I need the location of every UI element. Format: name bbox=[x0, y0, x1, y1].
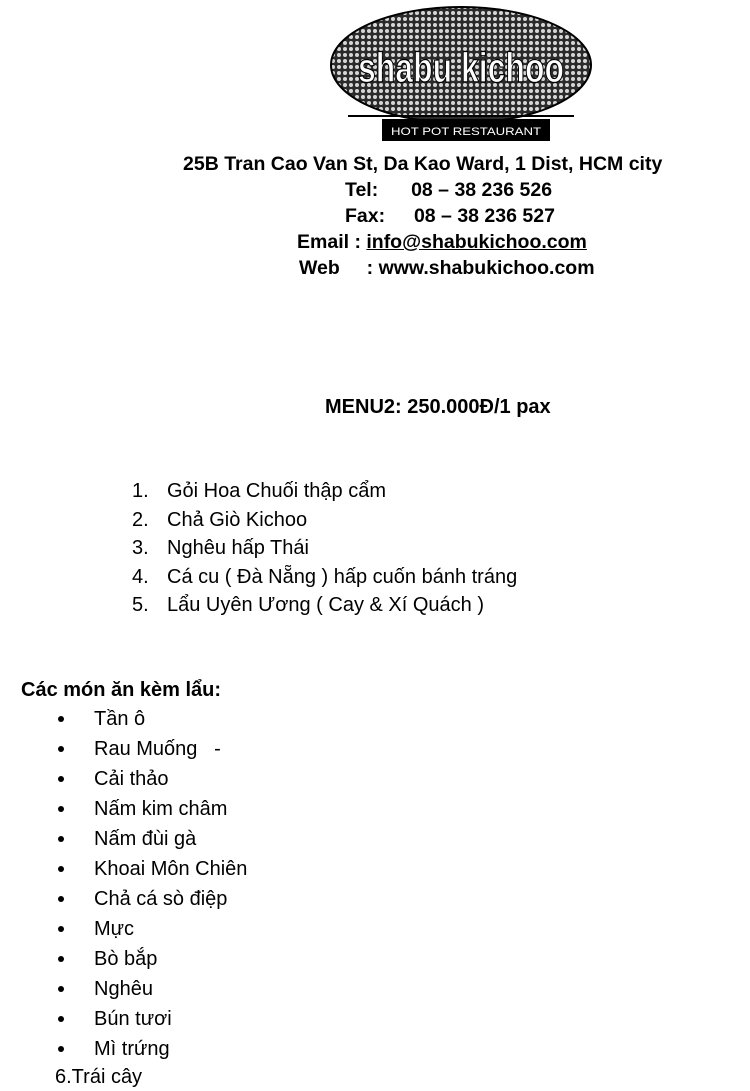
fax-value: 08 – 38 236 527 bbox=[413, 205, 555, 227]
bullet-icon bbox=[58, 986, 64, 992]
fruit-item: 6.Trái cây bbox=[55, 1066, 143, 1088]
dish-name: Nghêu hấp Thái bbox=[167, 537, 309, 559]
tel-value: 08 – 38 236 526 bbox=[411, 179, 553, 201]
logo-graphic bbox=[330, 4, 592, 146]
bullet-icon bbox=[58, 896, 64, 902]
side-dish-name: Mì trứng bbox=[94, 1038, 170, 1060]
bullet-icon bbox=[58, 716, 64, 722]
bullet-icon bbox=[58, 866, 64, 872]
bullet-icon bbox=[58, 746, 64, 752]
dish-number: 4. bbox=[132, 565, 149, 588]
side-dish-name: Bò bắp bbox=[94, 948, 158, 970]
dish-name: Gỏi Hoa Chuối thập cẩm bbox=[167, 480, 387, 502]
tel-line bbox=[345, 177, 552, 203]
logo-tagline-text: HOT POT RESTAURANT bbox=[391, 126, 542, 138]
side-dish-name: Mực bbox=[94, 918, 135, 940]
side-dish-name: Chả cá sò điệp bbox=[94, 888, 228, 910]
address-line: 25B Tran Cao Van St, Da Kao Ward, 1 Dist, HCM city bbox=[183, 153, 663, 175]
email-link[interactable]: info@shabukichoo.com bbox=[366, 231, 587, 253]
bullet-icon bbox=[58, 806, 64, 812]
email-line bbox=[297, 229, 587, 255]
side-dish-name: Nghêu bbox=[94, 978, 153, 1000]
side-dish-name: Tần ô bbox=[94, 708, 146, 730]
bullet-icon bbox=[58, 836, 64, 842]
dish-number: 3. bbox=[132, 537, 149, 559]
side-dish-name: Rau Muống - bbox=[94, 738, 221, 760]
bullet-icon bbox=[58, 1016, 64, 1022]
dish-number: 2. bbox=[132, 508, 149, 531]
dish-name: Lẩu Uyên Ương ( Cay & Xí Quách ) bbox=[167, 594, 485, 616]
dish-number: 1. bbox=[132, 480, 149, 502]
email-label: Email : bbox=[297, 231, 361, 253]
side-dish-name: Cải thảo bbox=[94, 768, 169, 790]
dish-name: Chả Giò Kichoo bbox=[167, 508, 308, 531]
fax-label: Fax: bbox=[345, 205, 386, 227]
web-line bbox=[299, 255, 595, 281]
side-dish-name: Bún tươi bbox=[94, 1008, 172, 1030]
bullet-icon bbox=[58, 956, 64, 962]
web-label: Web bbox=[299, 257, 340, 279]
web-value: : www.shabukichoo.com bbox=[366, 257, 595, 279]
bullet-icon bbox=[58, 776, 64, 782]
tel-label: Tel: bbox=[345, 179, 379, 201]
side-dishes-title: Các món ăn kèm lẩu: bbox=[21, 679, 222, 701]
menu-title: MENU2: 250.000Đ/1 pax bbox=[325, 396, 551, 418]
bullet-icon bbox=[58, 1046, 64, 1052]
side-dish-name: Khoai Môn Chiên bbox=[94, 858, 248, 880]
fax-line bbox=[345, 203, 555, 229]
side-dish-name: Nấm kim châm bbox=[94, 798, 228, 820]
logo-brand-text: shabu kichoo bbox=[358, 44, 564, 91]
side-dish-name: Nấm đùi gà bbox=[94, 828, 197, 850]
dish-name: Cá cu ( Đà Nẵng ) hấp cuốn bánh tráng bbox=[167, 565, 518, 588]
bullet-icon bbox=[58, 926, 64, 932]
dish-number: 5. bbox=[132, 594, 149, 616]
restaurant-logo bbox=[330, 4, 592, 146]
